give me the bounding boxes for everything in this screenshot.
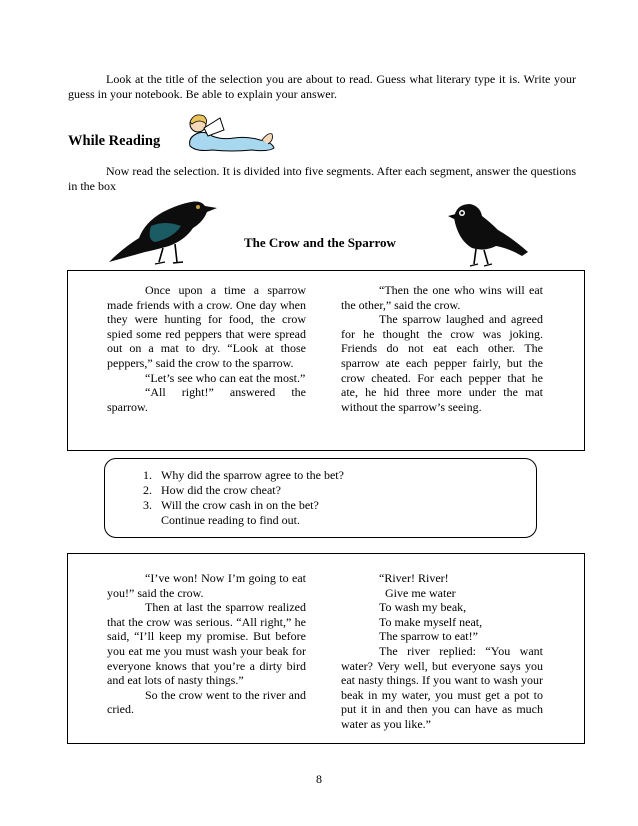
story-paragraph: “Let’s see who can eat the most.” (145, 370, 306, 385)
story-paragraph: “I’ve won! Now I’m going to eat you!” said the crow. (107, 571, 306, 600)
page-number: 8 (316, 772, 322, 786)
story-paragraph: Once upon a time a sparrow made friends with a crow. One day when they were hunting for food, the crow spied some red peppers that were spread out on a mat to dry. “Look at those peppers,” said the crow to the sparrow. (107, 283, 306, 370)
sparrow-icon (446, 200, 532, 270)
question-item: 1. Why did the sparrow agree to the bet? (143, 468, 344, 482)
questions-note: Continue reading to find out. (161, 513, 300, 527)
river-poem (341, 571, 543, 644)
story-paragraph: Then at last the sparrow realized that the crow was serious. “All right,” he said, “I’ll keep my promise. But before you eat me you must wash your beak for everyone knows that you’re a dirty bird and eat lots of nasty things.” (107, 600, 306, 688)
segment-2-right-column (341, 571, 543, 732)
segment-2-left-column (107, 571, 306, 717)
poem-line: Give me water (385, 585, 456, 600)
story-paragraph: “Then the one who wins will eat the other,” said the crow. (341, 283, 543, 312)
crow-icon (105, 196, 220, 270)
child-reading-book-icon (182, 110, 280, 154)
poem-line: “River! River! (379, 571, 449, 585)
segment-2-box (67, 553, 585, 744)
poem-line: To make myself neat, (379, 614, 483, 629)
segment-1-right-column (341, 283, 543, 414)
segment-1-left-column (107, 283, 306, 414)
poem-line: To wash my beak, (379, 600, 467, 615)
story-title: The Crow and the Sparrow (244, 235, 396, 250)
story-paragraph: So the crow went to the river and cried. (107, 687, 306, 717)
while-reading-text: Now read the selection. It is divided into five segments. After each segment, answer the questions in the box (68, 164, 576, 193)
story-paragraph: The river replied: “You want water? Very well, but everyone says you eat nasty things. If you want to wash your beak in my water, you must get a pot to put it in and then you can have as much water as you like.” (341, 643, 543, 731)
story-paragraph: “All right!” answered the sparrow. (107, 385, 306, 414)
poem-line: The sparrow to eat!” (379, 629, 478, 644)
questions-box (104, 458, 537, 538)
questions-list (143, 468, 344, 528)
question-item: 3. Will the crow cash in on the bet? (143, 498, 319, 512)
story-paragraph: The sparrow laughed and agreed for he thought the crow was joking. Friends do not eat each other. The sparrow ate each pepper fairly, but the crow cheated. For each pepper that he ate, he hid three more under the mat without the sparrow’s seeing. (341, 312, 543, 414)
while-reading-heading: While Reading (68, 133, 161, 149)
segment-1-box (67, 270, 585, 451)
question-item: 2. How did the crow cheat? (143, 483, 281, 497)
intro-text: Look at the title of the selection you are about to read. Guess what literary type it is. Write your guess in your notebook. Be able to explain your answer. (68, 72, 576, 101)
